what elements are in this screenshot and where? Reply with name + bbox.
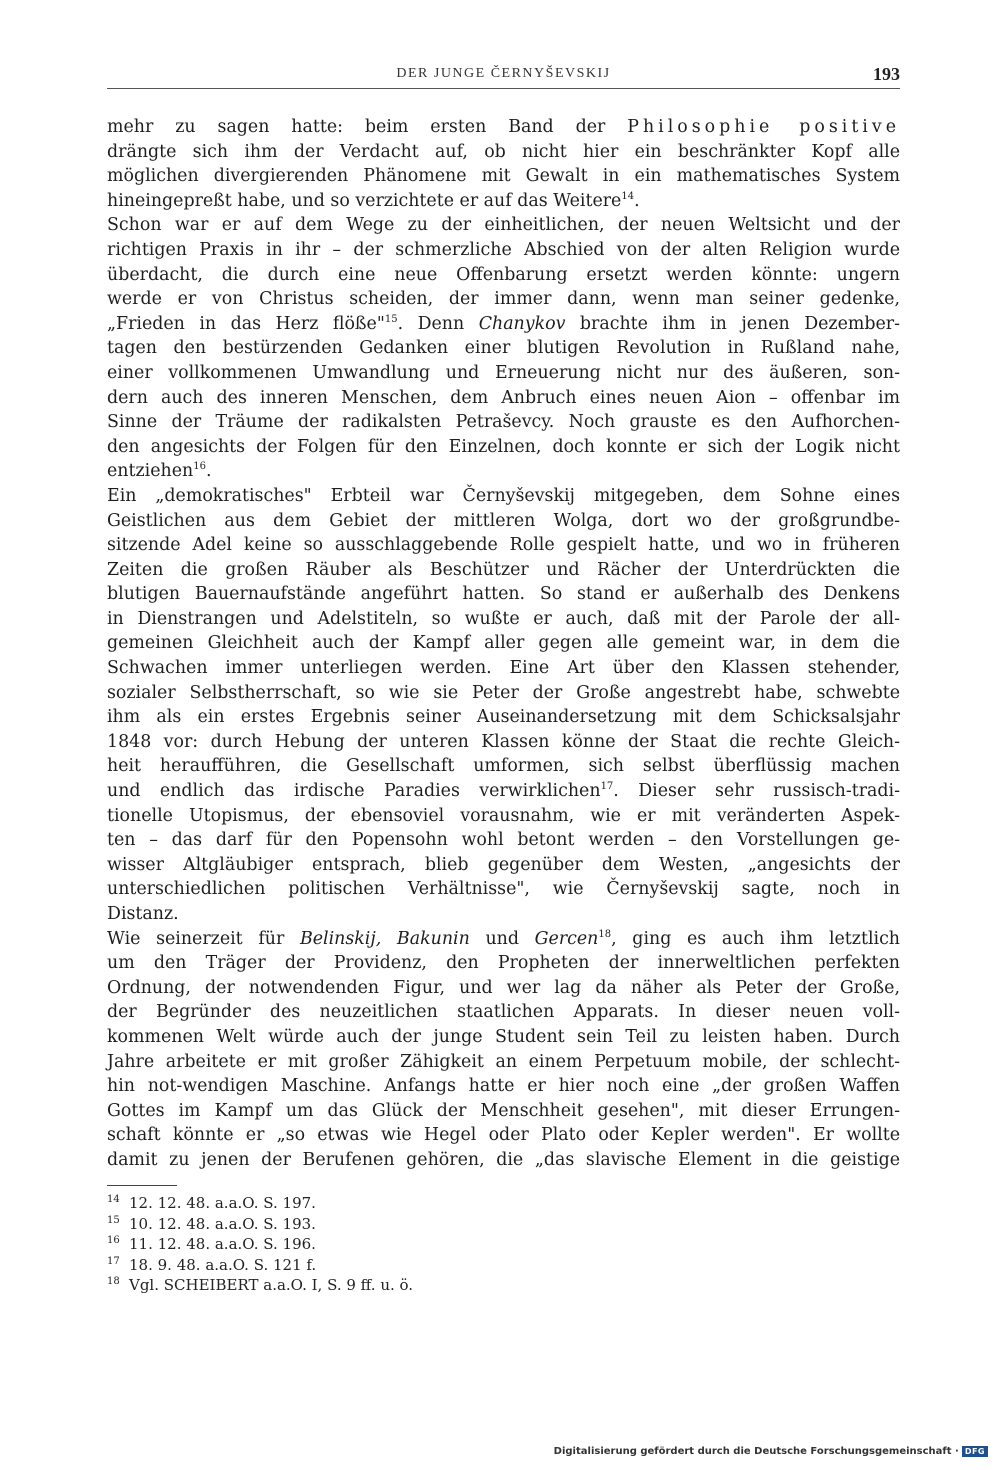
footnote-rule	[107, 1185, 177, 1186]
footnote-text: 12. 12. 48. a.a.O. S. 197.	[129, 1194, 316, 1212]
text-line: Schwachen immer unterliegen werden. Eine Art über den Klassen stehender,	[107, 658, 900, 679]
footnote-number: 17	[107, 1255, 120, 1267]
footnote	[107, 1255, 607, 1276]
text-line: entziehen$^{16}$.	[107, 461, 212, 482]
text-line: sozialer Selbstherrschaft, so wie sie Peter der Große angestrebt habe, schwebte	[107, 682, 900, 703]
footnote-number: 14	[107, 1194, 120, 1205]
text-line: Gottes im Kampf um das Glück der Menschheit gesehen", mit dieser Errungen-	[107, 1100, 900, 1121]
footnote	[107, 1214, 607, 1235]
footnote	[107, 1234, 607, 1255]
text-line: damit zu jenen der Berufenen gehören, die „das slavische Element in die geistige	[107, 1149, 900, 1170]
text-line: Schon war er auf dem Wege zu der einheitlichen, der neuen Weltsicht und der	[107, 215, 900, 236]
text-line: gemeinen Gleichheit auch der Kampf aller gegen alle gemeint war, in dem die	[107, 633, 900, 654]
footnote-number: 18	[107, 1276, 120, 1287]
footnote-ref: 15	[384, 313, 398, 325]
text-line: 1848 vor: durch Hebung der unteren Klassen könne der Staat die rechte Gleich-	[107, 731, 900, 752]
text-line: blutigen Bauernaufstände angeführt hatten. So stand er außerhalb des Denkens	[107, 584, 900, 605]
text-line: unterschiedlichen politischen Verhältnisse", wie Černyševskij sagte, noch in	[107, 879, 900, 900]
text-line: heit heraufführen, die Gesellschaft umformen, sich selbst überflüssig machen	[107, 756, 900, 777]
name-emphasis: Belinskij, Bakunin	[299, 928, 470, 949]
footnote-text: 18. 9. 48. a.a.O. S. 121 f.	[129, 1255, 317, 1274]
text-line: in Dienstrangen und Adelstiteln, so wußte er auch, daß mit der Parole der all-	[107, 608, 900, 629]
text-line: den angesichts der Folgen für den Einzelnen, doch konnte er sich der Logik nicht	[107, 436, 900, 457]
footnote-text: Vgl. SCHEIBERT a.a.O. I, S. 9 ff. u. ö.	[129, 1276, 414, 1294]
body-text	[107, 115, 900, 1173]
text-line: ihm als ein erstes Ergebnis seiner Auseinandersetzung mit dem Schicksalsjahr	[107, 707, 900, 728]
text-line: Ordnung, der notwendenden Figur, und wer lag da näher als Peter der Große,	[107, 977, 900, 998]
text-line: Zeiten die großen Räuber als Beschützer und Rächer der Unterdrückten die	[107, 559, 900, 580]
text-line: hineingepreßt habe, und so verzichtete er auf das Weitere$^{14}$.	[107, 190, 640, 211]
text-line: ten – das darf für den Popensohn wohl betont werden – den Vorstellungen ge-	[107, 830, 900, 851]
footnote-number: 16	[107, 1235, 120, 1246]
name-emphasis: Chanykov	[478, 313, 566, 334]
name-emphasis: Gercen	[534, 928, 599, 949]
text-line: der Begründer des neuzeitlichen staatlichen Apparats. In dieser neuen voll-	[107, 1002, 900, 1023]
footnote	[107, 1275, 607, 1296]
footnote-ref: 18	[598, 928, 612, 940]
digitization-credit	[554, 1446, 988, 1457]
footnote-number: 15	[107, 1214, 120, 1226]
running-title: DER JUNGE ČERNYŠEVSKIJ	[396, 66, 611, 81]
text-line: werde er von Christus scheiden, der immer dann, wenn man seiner gedenke,	[107, 289, 900, 310]
text-line: überdacht, die durch eine neue Offenbarung ersetzt werden könnte: ungern	[107, 264, 900, 285]
header-rule	[107, 88, 900, 89]
text-line: um den Träger der Providenz, den Propheten der innerweltlichen perfekten	[107, 953, 900, 974]
text-line: Jahre arbeitete er mit großer Zähigkeit an einem Perpetuum mobile, der schlecht-	[107, 1051, 900, 1072]
text-line: hin not-wendigen Maschine. Anfangs hatte er hier noch eine „der großen Waffen	[107, 1076, 900, 1097]
credit-text: Digitalisierung gefördert durch die Deutsche Forschungsgemeinschaft ·	[553, 1446, 959, 1457]
footnote-ref: 14	[621, 190, 635, 202]
footnote-ref: 16	[193, 461, 206, 473]
text-line: schaft könnte er „so etwas wie Hegel oder Plato oder Kepler werden". Er wollte	[107, 1125, 900, 1146]
text-line: mehr zu sagen hatte: beim ersten Band der Philosophie positive	[107, 117, 900, 137]
footnotes	[107, 1193, 607, 1296]
dfg-logo: DFG	[962, 1446, 988, 1457]
text-line: sitzende Adel keine so ausschlaggebende Rolle gespielt hatte, und wo in früheren	[107, 535, 900, 556]
text-line: Wie seinerzeit für Belinskij, Bakunin und Gercen$^{18}$, ging es auch ihm letztlich	[107, 928, 901, 949]
footnote-ref: 17	[600, 781, 614, 793]
text-line: einer vollkommenen Umwandlung und Erneuerung nicht nur des äußeren, son-	[107, 362, 900, 383]
text-line: kommenen Welt würde auch der junge Student sein Teil zu leisten haben. Durch	[107, 1026, 900, 1047]
text-line: Sinne der Träume der radikalsten Petraševcy. Noch grauste es den Aufhorchen-	[107, 412, 900, 433]
footnote	[107, 1193, 607, 1214]
text-line: drängte sich ihm der Verdacht auf, ob nicht hier ein beschränkter Kopf alle	[107, 141, 900, 162]
text-line: tagen den bestürzenden Gedanken einer blutigen Revolution in Rußland nahe,	[107, 338, 900, 359]
book-title-emphasis: Philosophie positive	[627, 117, 900, 137]
text-line: „Frieden in das Herz flöße"$^{15}$. Denn Chanykov brachte ihm in jenen Dezember-	[107, 313, 900, 334]
text-line: richtigen Praxis in ihr – der schmerzliche Abschied von der alten Religion wurde	[107, 239, 900, 260]
text-line: tionelle Utopismus, der ebensoviel vorausnahm, wie er mit veränderten Aspek-	[107, 805, 900, 826]
text-line: wisser Altgläubiger entsprach, blieb gegenüber dem Westen, „angesichts der	[107, 854, 900, 875]
text-line: Ein „demokratisches" Erbteil war Černyševskij mitgegeben, dem Sohne eines	[107, 485, 900, 506]
text-line: Geistlichen aus dem Gebiet der mittleren Wolga, dort wo der großgrundbe-	[107, 510, 900, 531]
page-number: 193	[873, 64, 900, 84]
running-header	[107, 64, 900, 88]
text-line: und endlich das irdische Paradies verwirklichen$^{17}$. Dieser sehr russisch-tradi-	[107, 781, 900, 802]
footnote-text: 10. 12. 48. a.a.O. S. 193.	[129, 1214, 316, 1233]
footnote-text: 11. 12. 48. a.a.O. S. 196.	[129, 1235, 316, 1253]
text-line: möglichen divergierenden Phänomene mit Gewalt in ein mathematisches System	[107, 166, 900, 187]
text-line: dern auch des inneren Menschen, dem Anbruch eines neuen Aion – offenbar im	[107, 387, 900, 408]
text-line: Distanz.	[107, 904, 179, 924]
